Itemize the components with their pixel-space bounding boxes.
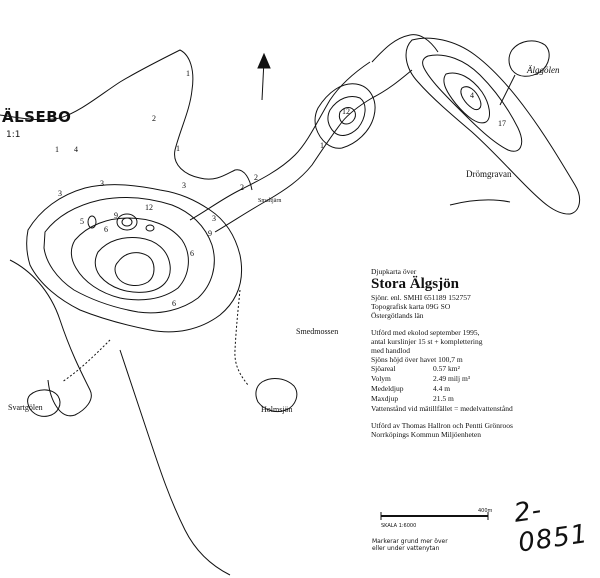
place-holmsjon: Holmsjön (261, 405, 293, 414)
south-shore (120, 350, 230, 575)
depth-label: 9 (208, 229, 212, 238)
stat-row (371, 394, 591, 404)
stat-row (371, 384, 591, 394)
legend-line: Sjönr. enl. SMHI 651189 152757 (371, 293, 471, 302)
depth-label: 3 (100, 179, 104, 188)
survey-line: Utförd med ekolod september 1995, (371, 328, 480, 337)
footnote-line: Markerar grund mer över (372, 538, 448, 545)
place-dromgravan: Drömgravan (466, 169, 512, 179)
credit-line: Utförd av Thomas Hallron och Pentti Grönroos (371, 421, 513, 430)
depth-label: 5 (80, 217, 84, 226)
stat-row (371, 374, 591, 384)
place-alsebo-sub: 1:1 (6, 130, 21, 140)
scale-label: SKALA 1:6000 (381, 523, 417, 529)
stat-value: 21.5 m (433, 394, 454, 403)
stat-row (371, 364, 591, 374)
scale-end-label: 400m (478, 508, 493, 514)
stat-key: Sjöareal (371, 364, 396, 373)
main-basin-9m (95, 238, 170, 293)
main-basin-outer (27, 185, 242, 332)
depth-label: 9 (114, 211, 118, 220)
map-legend (371, 267, 591, 439)
stream-south (235, 290, 248, 385)
stat-key: Volym (371, 374, 391, 383)
main-basin-6m (71, 218, 188, 300)
east-basin-12m (444, 73, 490, 123)
depth-label: 1 (176, 144, 180, 153)
stat-value: 0.57 km² (433, 364, 460, 373)
depth-label: 3 (212, 214, 216, 223)
small-pit-east (146, 225, 154, 231)
depth-label: 4 (74, 145, 78, 154)
dromgravan-stream (450, 200, 510, 205)
deep-pit-north (117, 214, 137, 230)
place-smedmossen: Smedmossen (296, 327, 339, 336)
depth-label: 1 (320, 141, 324, 150)
stat-value: 4.4 m (433, 384, 451, 393)
place-sundet: Smaltjärn (258, 198, 282, 204)
southwest-shore (10, 260, 91, 416)
depth-label: 2 (254, 173, 258, 182)
lake-height: Sjöns höjd över havet 100,7 m (371, 355, 463, 364)
depth-label: 17 (498, 119, 506, 128)
depth-label: 6 (104, 225, 108, 234)
north-arrow-head (258, 54, 270, 68)
east-basin-6m (423, 55, 522, 151)
place-alsebo: ÄLSEBO (2, 108, 72, 126)
stat-key: Maxdjup (371, 394, 399, 403)
footnote-line: eller under vattenytan (372, 545, 440, 552)
survey-line: antal kurslinjer 15 st + komplettering (371, 337, 483, 346)
main-basin-12m (115, 253, 154, 286)
depth-label: 6 (190, 249, 194, 258)
stream-svartgolen (62, 340, 110, 382)
depth-label: 4 (470, 91, 474, 100)
stat-key: Medeldjup (371, 384, 404, 393)
legend-heading: Djupkarta över (371, 267, 417, 276)
depth-label: 1 (186, 69, 190, 78)
depth-label: 2 (240, 183, 244, 192)
channel-south-shore (215, 98, 372, 232)
legend-line: Topografisk karta 09G SO (371, 302, 451, 311)
water-level: Vattenstånd vid mätillfället = medelvattenstånd (371, 404, 513, 413)
depth-label: 1 (55, 145, 59, 154)
depth-label: 3 (58, 189, 62, 198)
north-strait (372, 35, 438, 98)
deep-pit-north-inner (122, 218, 132, 226)
footnote (372, 538, 448, 552)
legend-title: Stora Älgsjön (371, 276, 459, 292)
depth-label: 2 (152, 114, 156, 123)
depth-label: 3 (182, 181, 186, 190)
central-bay-outer (315, 84, 375, 149)
stat-value: 2.49 milj m³ (433, 374, 471, 383)
legend-line: Östergötlands län (371, 311, 424, 320)
survey-line: med handlod (371, 346, 410, 355)
place-svartgolen: Svartgölen (8, 403, 43, 412)
main-basin-3m (44, 198, 214, 313)
credit-line: Norrköpings Kommun Miljöenheten (371, 430, 481, 439)
depth-label: 6 (172, 299, 176, 308)
handwritten-code: 2-0851 (512, 495, 591, 559)
place-alggolen: Älggölen (527, 65, 560, 75)
depth-label: 12 (145, 203, 153, 212)
depth-label: 12 (342, 107, 350, 116)
